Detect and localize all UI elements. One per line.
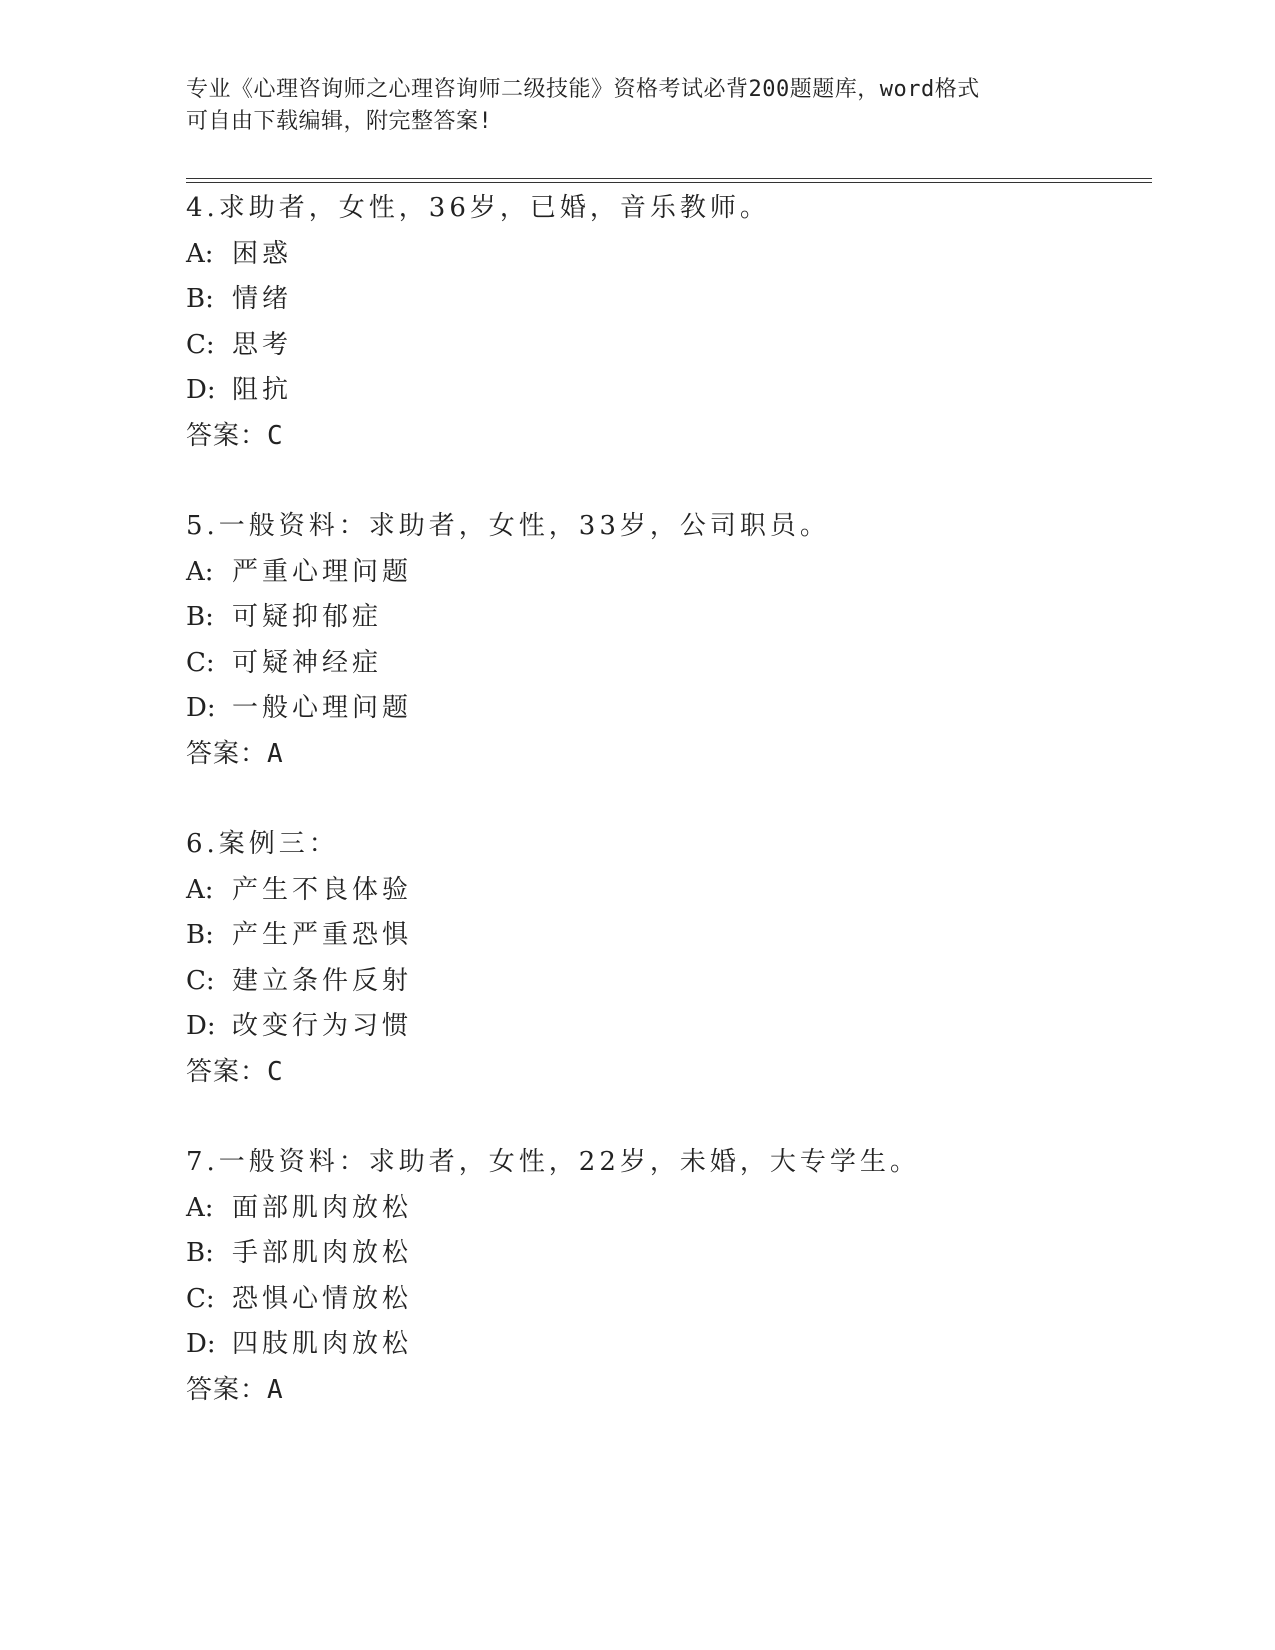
option-text: 产生严重恐惧 (232, 920, 413, 950)
option-key: D: (186, 1329, 216, 1359)
option-key: B: (186, 284, 214, 314)
option-b (186, 277, 1146, 323)
option-d (186, 686, 1146, 732)
option-key: C: (186, 965, 215, 996)
option-text: 可疑神经症 (232, 647, 383, 678)
option-text: 改变行为习惯 (232, 1011, 413, 1041)
answer-line: 答案：A (186, 738, 284, 769)
option-key: D: (186, 1011, 216, 1041)
option-text: 产生不良体验 (232, 874, 413, 905)
option-text: 情绪 (232, 284, 293, 314)
question-stem: 4.求助者，女性，36岁，已婚，音乐教师。 (186, 193, 770, 223)
option-text: 手部肌肉放松 (232, 1238, 413, 1268)
option-text: 可疑抑郁症 (232, 602, 383, 632)
option-key: C: (186, 647, 215, 678)
question-stem: 6.案例三： (186, 829, 339, 859)
header-divider-top (186, 178, 1152, 179)
option-c (186, 641, 1146, 687)
option-d (186, 1322, 1146, 1368)
option-d (186, 1004, 1146, 1050)
option-text: 四肢肌肉放松 (232, 1329, 413, 1359)
option-c (186, 959, 1146, 1005)
question-6 (186, 822, 1146, 1095)
header-line-2: 可自由下载编辑，附完整答案! (186, 109, 493, 134)
question-stem: 5.一般资料：求助者，女性，33岁，公司职员。 (186, 511, 830, 541)
option-c (186, 1277, 1146, 1323)
option-text: 一般心理问题 (232, 693, 413, 723)
option-key: D: (186, 375, 216, 405)
question-7 (186, 1140, 1146, 1413)
option-key: B: (186, 1238, 214, 1268)
option-key: D: (186, 693, 216, 723)
option-text: 严重心理问题 (232, 556, 413, 587)
answer-line: 答案：C (186, 1056, 284, 1087)
option-key: C: (186, 1283, 215, 1314)
option-text: 思考 (232, 329, 293, 360)
option-b (186, 595, 1146, 641)
document-header (186, 74, 1086, 138)
question-stem: 7.一般资料：求助者，女性，22岁，未婚，大专学生。 (186, 1147, 920, 1177)
option-text: 建立条件反射 (232, 965, 413, 996)
option-key: B: (186, 602, 214, 632)
option-a (186, 1186, 1146, 1232)
answer-line: 答案：C (186, 420, 284, 451)
option-a (186, 868, 1146, 914)
option-text: 恐惧心情放松 (232, 1283, 413, 1314)
option-c (186, 323, 1146, 369)
option-key: A: (186, 874, 214, 905)
header-divider-bottom (186, 182, 1152, 183)
option-key: C: (186, 329, 215, 360)
answer-line: 答案：A (186, 1374, 284, 1405)
question-5 (186, 504, 1146, 777)
option-d (186, 368, 1146, 414)
option-a (186, 232, 1146, 278)
option-b (186, 913, 1146, 959)
option-a (186, 550, 1146, 596)
option-text: 困惑 (232, 238, 293, 269)
header-line-1: 专业《心理咨询师之心理咨询师二级技能》资格考试必背200题题库，word格式 (186, 77, 980, 102)
option-b (186, 1231, 1146, 1277)
option-text: 阻抗 (232, 375, 293, 405)
option-key: A: (186, 1192, 214, 1223)
option-key: B: (186, 920, 214, 950)
question-4 (186, 186, 1146, 459)
option-text: 面部肌肉放松 (232, 1192, 413, 1223)
option-key: A: (186, 556, 214, 587)
option-key: A: (186, 238, 214, 269)
